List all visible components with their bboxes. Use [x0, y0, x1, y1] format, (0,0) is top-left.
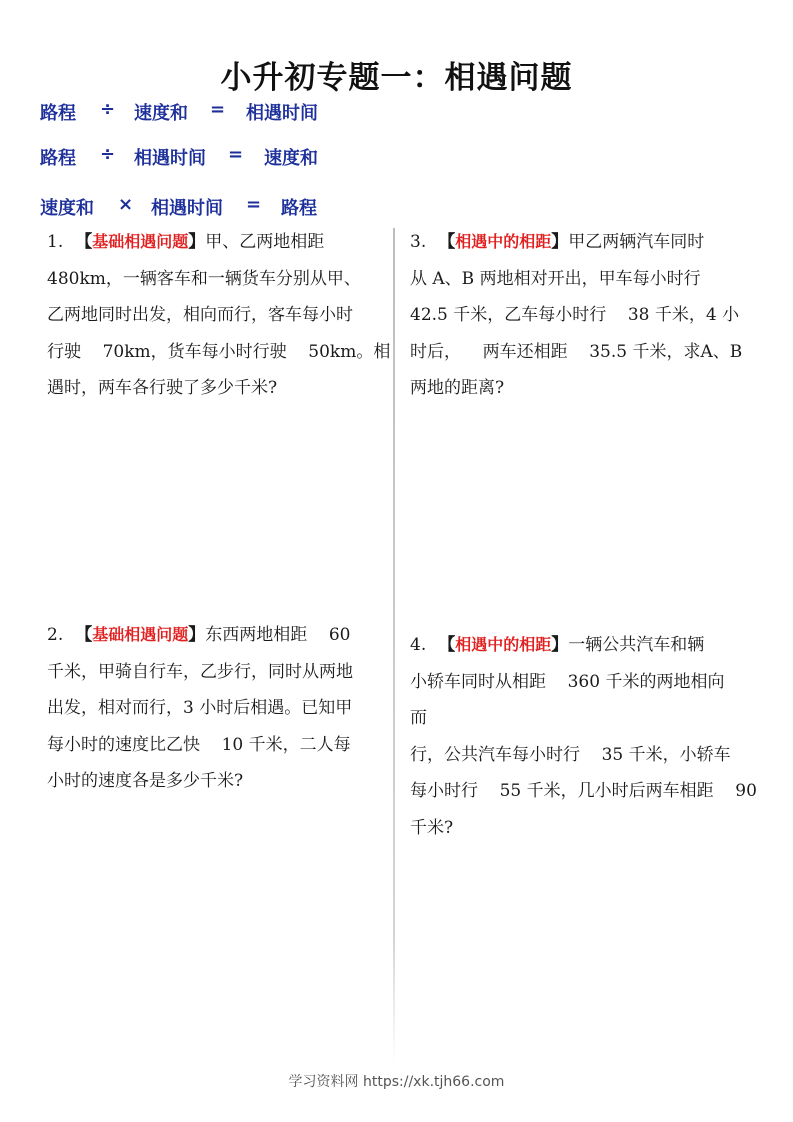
problem-line: 出发，相对而行，3 小时后相遇。已知甲 [47, 698, 353, 718]
formula-result: 路程 [281, 198, 317, 219]
problem-tag: 相遇中的相距 [455, 635, 552, 654]
problem-1 [47, 224, 390, 407]
problem-line: 480km，一辆客车和一辆货车分别从甲、 [47, 268, 361, 289]
problem-line: 千米? [410, 817, 454, 838]
formula-operator: × [118, 194, 134, 215]
formula-equals: = [228, 144, 244, 165]
formula-term: 相遇时间 [134, 148, 206, 169]
problem-line [410, 627, 757, 664]
problem-text: 甲、乙两地相距 [205, 232, 325, 252]
formula-term: 相遇时间 [151, 198, 223, 219]
problem-line: 行驶 70km，货车每小时行驶 50km。相 [47, 341, 391, 362]
bracket-open: 【 [438, 232, 456, 252]
problem-tag: 相遇中的相距 [455, 232, 552, 251]
problem-3 [410, 224, 742, 407]
formula-equals: = [246, 194, 262, 215]
bracket-close: 】 [551, 635, 569, 655]
formula-term: 速度和 [134, 103, 188, 124]
problem-line: 每小时行 55 千米，几小时后两车相距 90 [410, 781, 757, 801]
formula-term: 速度和 [40, 198, 94, 219]
problem-number: 1. [47, 232, 64, 252]
problem-line: 而 [410, 708, 427, 728]
problem-number: 2. [47, 625, 64, 645]
problem-text: 一辆公共汽车和辆 [568, 635, 705, 655]
problem-tag: 基础相遇问题 [92, 625, 189, 644]
problem-line: 乙两地同时出发，相向而行，客车每小时 [47, 305, 353, 325]
problem-4 [410, 627, 757, 846]
bracket-open: 【 [438, 635, 456, 655]
problem-line [47, 224, 390, 261]
problem-line [410, 224, 742, 261]
problem-line: 小时的速度各是多少千米? [47, 771, 244, 791]
problem-line: 从 A、B 两地相对开出，甲车每小时行 [410, 268, 701, 289]
footer-watermark: 学习资料网 https://xk.tjh66.com [288, 1074, 505, 1090]
problem-line: 千米，甲骑自行车，乙步行，同时从两地 [47, 661, 353, 682]
bracket-close: 】 [551, 232, 569, 252]
formula-result: 速度和 [264, 148, 318, 169]
problem-line [47, 617, 353, 654]
bracket-open: 【 [75, 625, 93, 645]
bracket-close: 】 [188, 232, 206, 252]
formula-operator: ÷ [100, 99, 116, 120]
problem-text: 东西两地相距 60 [205, 625, 351, 645]
problem-line: 每小时的速度比乙快 10 千米，二人每 [47, 734, 351, 755]
formula-operator: ÷ [100, 144, 116, 165]
formula-term: 路程 [40, 103, 76, 124]
problem-line: 两地的距离? [410, 378, 505, 398]
problem-line: 行，公共汽车每小时行 35 千米，小轿车 [410, 744, 731, 765]
bracket-open: 【 [75, 232, 93, 252]
problem-tag: 基础相遇问题 [92, 232, 189, 251]
bracket-close: 】 [188, 625, 206, 645]
problem-line: 时后， 两车还相距 35.5 千米，求A、B [410, 341, 743, 362]
problem-line: 小轿车同时从相距 360 千米的两地相向 [410, 671, 725, 692]
problem-line: 42.5 千米，乙车每小时行 38 千米，4 小 [410, 305, 740, 325]
problem-number: 3. [410, 232, 427, 252]
formula-result: 相遇时间 [246, 103, 318, 124]
problem-number: 4. [410, 635, 427, 655]
problem-text: 甲乙两辆汽车同时 [568, 232, 705, 252]
formula-equals: = [210, 99, 226, 120]
formula-term: 路程 [40, 148, 76, 169]
problem-2 [47, 617, 353, 800]
problem-line: 遇时，两车各行驶了多少千米? [47, 378, 278, 398]
column-divider [393, 228, 395, 1064]
page-title: 小升初专题一：相遇问题 [220, 60, 573, 96]
